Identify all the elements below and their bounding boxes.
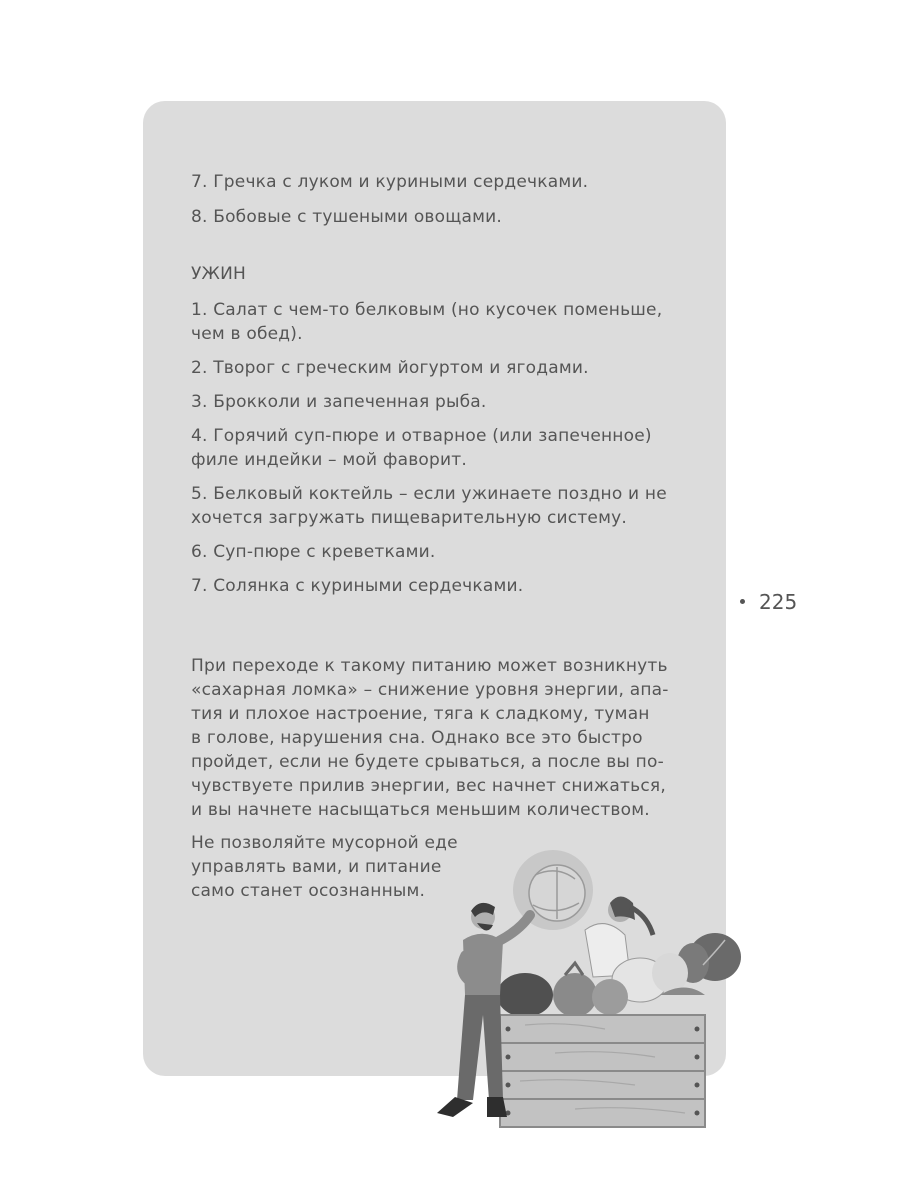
list-item-line: 2. Творог с греческим йогуртом и ягодами. xyxy=(191,358,589,378)
list-item xyxy=(191,390,691,414)
paragraph-line: управлять вами, и питание xyxy=(191,857,442,877)
list-item-line: 1. Салат с чем-то белковым (но кусочек поменьше, xyxy=(191,300,663,320)
list-item xyxy=(191,424,691,472)
list-item-line: чем в обед). xyxy=(191,324,303,344)
list-item-line: филе индейки – мой фаворит. xyxy=(191,450,467,470)
vegetable-crate-illustration xyxy=(425,845,750,1130)
paragraph-line: чувствуете прилив энергии, вес начнет снижаться, xyxy=(191,776,666,796)
list-item xyxy=(191,540,691,564)
list-item xyxy=(191,574,691,598)
wooden-crate-icon xyxy=(500,1015,705,1127)
list-item-line: 5. Белковый коктейль – если ужинаете поздно и не xyxy=(191,484,667,504)
list-item: 8. Бобовые с тушеными овощами. xyxy=(191,207,502,227)
paragraph-line: и вы начнете насыщаться меньшим количеством. xyxy=(191,800,650,820)
list-item xyxy=(191,298,691,346)
paragraph-line: само станет осознанным. xyxy=(191,881,426,901)
paragraph-line: «сахарная ломка» – снижение уровня энергии, апа- xyxy=(191,680,669,700)
list-item-line: 6. Суп-пюре с креветками. xyxy=(191,542,436,562)
paragraph-line: в голове, нарушения сна. Однако все это быстро xyxy=(191,728,643,748)
list-item-line: хочется загружать пищеварительную систему. xyxy=(191,508,627,528)
paragraph-line: Не позволяйте мусорной еде xyxy=(191,833,458,853)
list-item-line: 7. Солянка с куриными сердечками. xyxy=(191,576,524,596)
list-item xyxy=(191,482,691,530)
list-item-line: 3. Брокколи и запеченная рыба. xyxy=(191,392,487,412)
bullet-dot-icon xyxy=(740,599,745,604)
sugar-withdrawal-paragraph xyxy=(191,654,691,822)
paragraph-line: пройдет, если не будете срываться, а после вы по- xyxy=(191,752,664,772)
page-number xyxy=(740,590,797,614)
paragraph-line: тия и плохое настроение, тяга к сладкому, туман xyxy=(191,704,650,724)
page-number-value: 225 xyxy=(759,590,798,614)
list-item: 7. Гречка с луком и куриными сердечками. xyxy=(191,172,589,192)
paragraph-line: При переходе к такому питанию может возникнуть xyxy=(191,656,668,676)
dinner-heading: УЖИН xyxy=(191,264,246,284)
list-item-line: 4. Горячий суп-пюре и отварное (или запеченное) xyxy=(191,426,652,446)
list-item xyxy=(191,356,691,380)
lunch-list-end xyxy=(191,170,691,229)
dinner-list xyxy=(191,298,691,598)
